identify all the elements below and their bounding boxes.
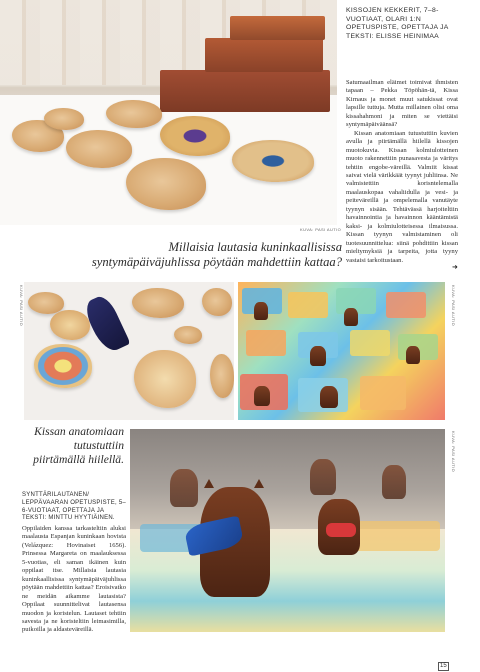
photo-clay-cat-closeup [130, 429, 445, 632]
photo-plate [50, 310, 90, 340]
second-article-paragraph: Oppilaiden kanssa tarkasteltiin aluksi maalausta Espanjan kuninkaan hovista (Velázquez: Hovinaiset 1656). Prinsessa Margareta on maalauksessa 5-vuotias, eli saman ikäinen kuin oppilaat itse. Millaisia lautasia kuninkaallisissa syntymäpäiväjuhlissa pöytään mahdettiin kattaa? Eroisivatko ne meidän aikamme lautasista? Oppilaat suunnittelivat lautasensa muodon ja koristelun. Lautaset tehtiin savesta ja ne koristeltiin leimasimilla, puikoilla ja aldasteväreillä. [22, 525, 126, 634]
photo-clay-box [230, 16, 325, 40]
photo-clay-cat [254, 302, 268, 320]
main-article-body [346, 79, 458, 265]
photo-clay-cat [406, 346, 420, 364]
photo-plate [132, 288, 184, 318]
pull-quote: Millaisia lautasia kuninkaallisissa syntymäpäiväjuhlissa pöytään mahdettiin kattaa? [91, 240, 342, 269]
photo-plate [34, 344, 92, 388]
photo-pillow [360, 376, 406, 410]
photo-cat-ear [204, 479, 214, 488]
photo-cat-pillows-overview [238, 282, 445, 420]
photo-clay-cat [344, 308, 358, 326]
caption-quote: Kissan anatomiaan tutustuttiin piirtämällä hiilellä. [33, 425, 124, 466]
photo-clay-box [205, 38, 323, 72]
photo-pillow [386, 292, 426, 318]
photo-clay-cat [170, 469, 198, 507]
photo-clay-cat [254, 386, 270, 406]
photo-pillow [246, 330, 286, 356]
photo-credit-top: KUVA: PASI AUTIO [300, 227, 342, 232]
photo-clay-cat [310, 346, 326, 366]
photo-plate [160, 116, 230, 156]
photo-plate [174, 326, 202, 344]
end-of-article-arrow-icon: ➜ [452, 263, 458, 271]
photo-clay-cat [382, 465, 406, 499]
photo-credit-left: KUVA: PASI AUTIO [19, 285, 24, 327]
photo-cat-ear [254, 479, 264, 488]
photo-plate [44, 108, 84, 130]
photo-pillow [350, 330, 390, 356]
photo-red-ribbon [326, 523, 356, 537]
photo-credit-right: KUVA: PASI AUTIO [451, 285, 456, 327]
photo-plate [28, 292, 64, 314]
photo-pillow [288, 292, 328, 318]
photo-clay-plates-exhibition [0, 0, 337, 225]
photo-credit-bottom: KUVA: PASI AUTIO [451, 431, 456, 473]
photo-plate [66, 130, 132, 168]
main-article-paragraph: Satumaailman eläimet toimivat ihmisten tapaan – Pekka Töpöhän-tä, Kissa Kirnaus ja monet muut satukissat ovat lapsille tuttuja. Mutta millainen olisi oma kissahahmoni ja miten se viettäisi syntymäpäiväänsä? [346, 79, 458, 129]
main-article-heading: KISSOJEN KEKKERIT, 7–8-VUOTIAAT, OLARI 1:N OPETUSPISTE, OPETTAJA JA TEKSTI: ELISSE HEINIMAA [346, 7, 449, 40]
second-article-body [22, 525, 126, 635]
photo-clay-box [160, 70, 330, 112]
photo-plate [106, 100, 162, 128]
photo-clay-cat [310, 459, 336, 495]
photo-plate [202, 288, 232, 316]
page-number: 15 [440, 663, 447, 669]
photo-plate [210, 354, 234, 398]
photo-plates-closeup [24, 282, 234, 420]
main-article-paragraph: Kissan anatomiaan tutustuttiin kuvien avulla ja piirtämällä hiilellä kissojen muotokuvia. Kissan kolmiulotteinen muoto rakennettiin punasavesta ja väritys tehtiin engobe-väreillä. Valmiit kissat saivat vielä värikkäät tyynyt juhliinsa. Ne valmistettiin korisntelemalla maalauskopaa vahaliidulla ja vesi- ja peiteväreillä ja ompelemalla vanutäyte tyynyn sisään. Tehtävässä harjoiteltiin havainnointia ja havainnon kääntämistä kaksi- ja kolmiulotteisessa ilmaisussa. Kissan tyynyn valmistaminen oli tuotesuunnittelua: siinä pohdittiin kissan mieltymyksiä ja tarpeita, jotta tyyny vastaisi tarkoitustaan. [346, 129, 458, 264]
second-article-heading: SYNTTÄRILAUTANEN/ LEPPÄVAARAN OPETUSPISTE, 5–6-VUOTIAAT, OPETTAJA JA TEKSTI: MINTTU HYYTIÄINEN. [22, 492, 127, 522]
photo-clay-cat [320, 386, 338, 408]
photo-plate [134, 350, 196, 408]
